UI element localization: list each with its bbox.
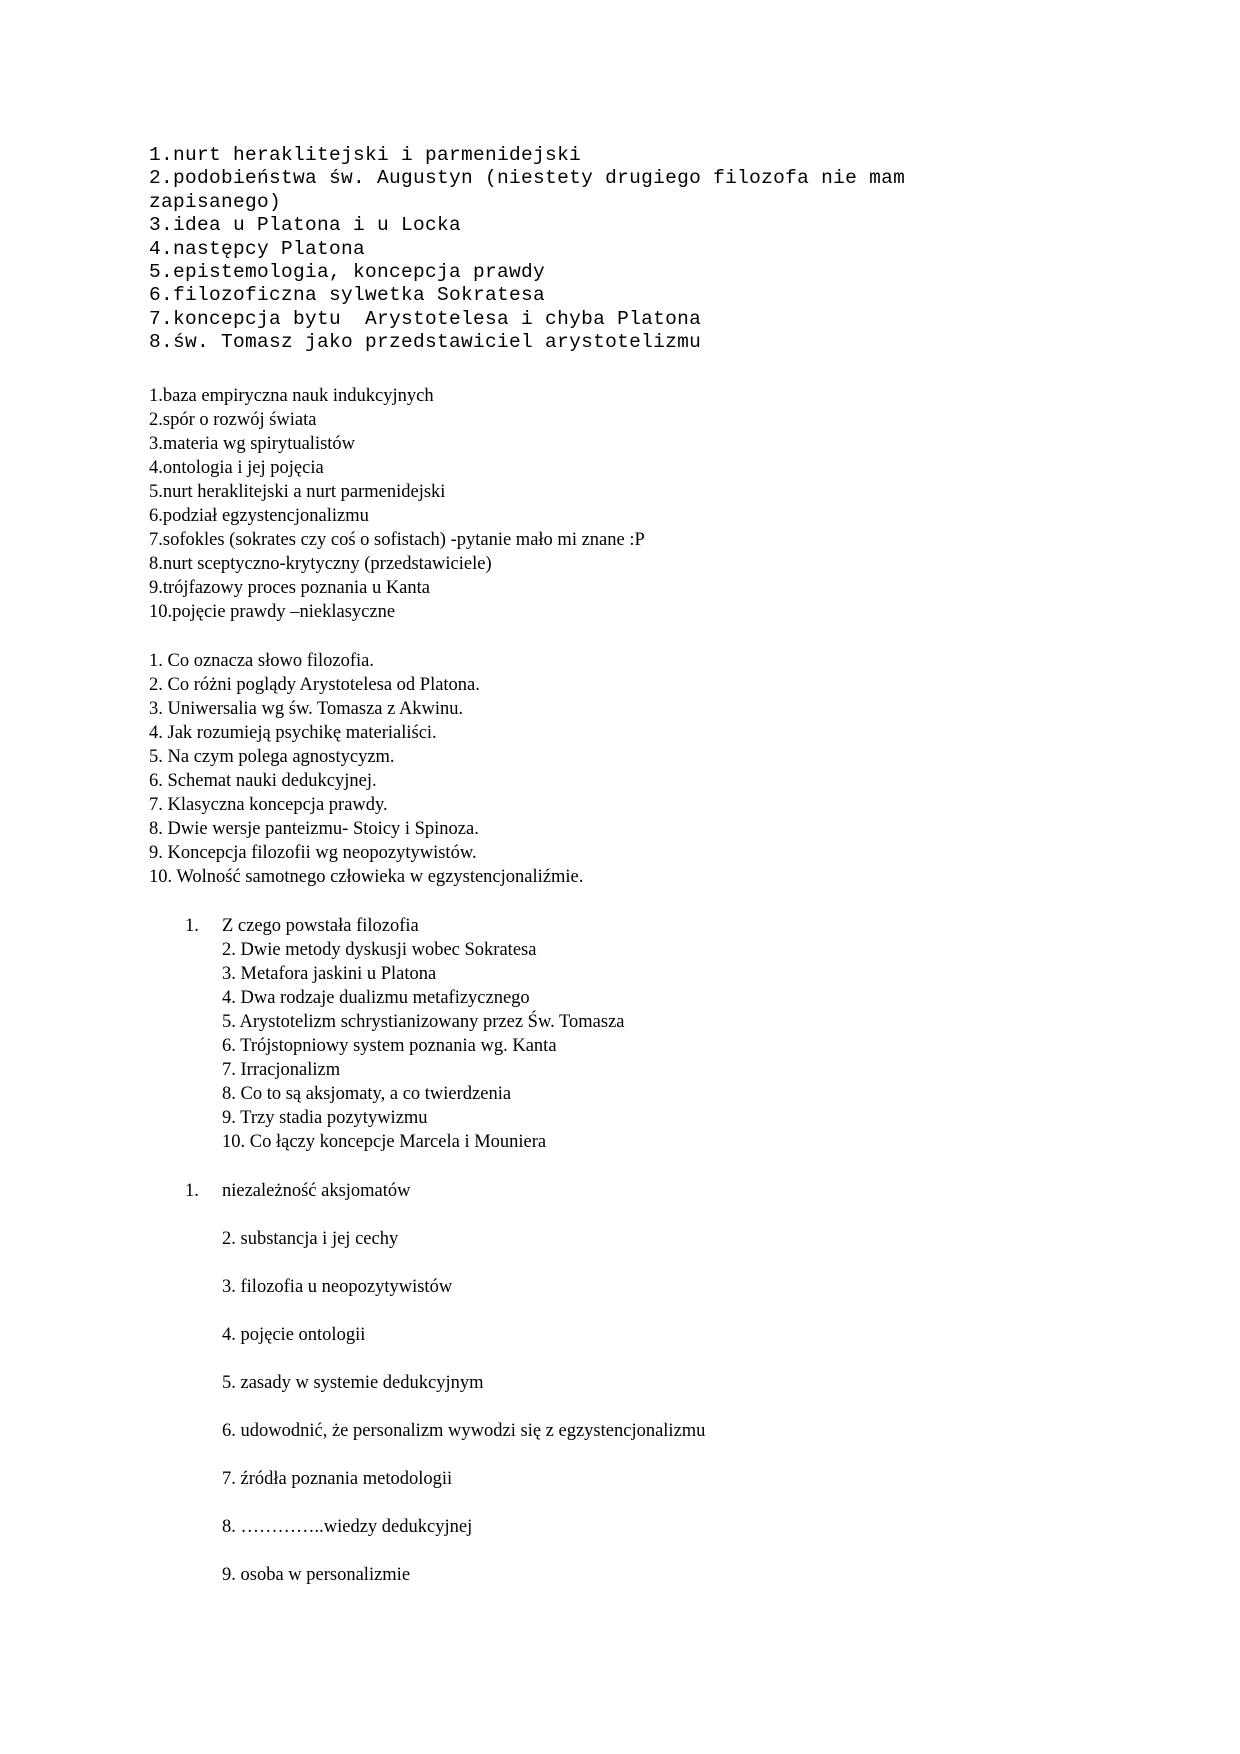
list-item-text: 8. Co to są aksjomaty, a co twierdzenia <box>222 1084 512 1104</box>
question-list-5 <box>0 1179 1240 1611</box>
list-item <box>0 914 1240 938</box>
list-item: 6.filozoficzna sylwetka Sokratesa <box>149 284 546 307</box>
list-item: 6.podział egzystencjonalizmu <box>149 506 369 526</box>
list-item: 6. Schemat nauki dedukcyjnej. <box>149 771 377 791</box>
list-item-number: 1. <box>185 916 199 936</box>
list-item <box>0 1130 1240 1154</box>
list-item-text: 5. Arystotelizm schrystianizowany przez Św. Tomasza <box>222 1012 625 1032</box>
list-item-text: niezależność aksjomatów <box>222 1181 411 1201</box>
list-item: 1.nurt heraklitejski i parmenidejski <box>149 144 582 166</box>
list-item-number: 1. <box>185 1181 199 1201</box>
list-item-text: 2. substancja i jej cechy <box>222 1229 399 1249</box>
list-item <box>0 962 1240 986</box>
list-item-text: 6. udowodnić, że personalizm wywodzi się z egzystencjonalizmu <box>222 1421 706 1441</box>
list-item: 4.następcy Platona <box>149 237 366 260</box>
list-item: 5.epistemologia, koncepcja prawdy <box>149 261 546 284</box>
list-item: 1. Co oznacza słowo filozofia. <box>149 651 375 671</box>
list-item-text: 7. Irracjonalizm <box>222 1060 341 1080</box>
list-item: 3.materia wg spirytualistów <box>149 434 356 454</box>
list-item <box>0 1082 1240 1106</box>
list-item: 7.koncepcja bytu Arystotelesa i chyba Platona <box>149 307 702 330</box>
list-item <box>0 1419 1240 1467</box>
list-item-text: 4. Dwa rodzaje dualizmu metafizycznego <box>222 988 530 1008</box>
list-item <box>0 1323 1240 1371</box>
list-item: 5.nurt heraklitejski a nurt parmenidejski <box>149 482 446 502</box>
list-item <box>0 1179 1240 1227</box>
list-item: 8. Dwie wersje panteizmu- Stoicy i Spinoza. <box>149 819 479 839</box>
list-item <box>0 1467 1240 1515</box>
list-item <box>0 1563 1240 1611</box>
list-item: 2.spór o rozwój świata <box>149 410 317 430</box>
list-item <box>0 1106 1240 1130</box>
list-item: 10.pojęcie prawdy –nieklasyczne <box>149 602 396 622</box>
list-item <box>0 1275 1240 1323</box>
list-item: zapisanego) <box>149 190 282 213</box>
list-item-text: 7. źródła poznania metodologii <box>222 1469 453 1489</box>
list-item: 3.idea u Platona i u Locka <box>149 214 462 237</box>
list-item-text: 8. …………..wiedzy dedukcyjnej <box>222 1517 473 1537</box>
list-item <box>0 1227 1240 1275</box>
list-item: 4.ontologia i jej pojęcia <box>149 458 324 478</box>
list-item: 1.baza empiryczna nauk indukcyjnych <box>149 386 434 406</box>
list-item-text: 3. Metafora jaskini u Platona <box>222 964 437 984</box>
list-item-text: 3. filozofia u neopozytywistów <box>222 1277 453 1297</box>
list-item-text: 4. pojęcie ontologii <box>222 1325 366 1345</box>
list-item: 8.św. Tomasz jako przedstawiciel arystotelizmu <box>149 331 702 354</box>
question-list-1 <box>149 144 1049 355</box>
question-list-3 <box>149 649 1049 889</box>
list-item: 5. Na czym polega agnostycyzm. <box>149 747 395 767</box>
list-item <box>0 986 1240 1010</box>
list-item: 2. Co różni poglądy Arystotelesa od Platona. <box>149 675 480 695</box>
list-item: 9.trójfazowy proces poznania u Kanta <box>149 578 430 598</box>
list-item-text: 9. osoba w personalizmie <box>222 1565 411 1585</box>
list-item: 4. Jak rozumieją psychikę materialiści. <box>149 723 437 743</box>
list-item <box>0 1034 1240 1058</box>
list-item-text: 6. Trójstopniowy system poznania wg. Kanta <box>222 1036 557 1056</box>
list-item-text: 9. Trzy stadia pozytywizmu <box>222 1108 428 1128</box>
question-list-2 <box>149 384 1049 624</box>
list-item: 9. Koncepcja filozofii wg neopozytywistów. <box>149 843 477 863</box>
list-item-text: 5. zasady w systemie dedukcyjnym <box>222 1373 484 1393</box>
list-item <box>0 1010 1240 1034</box>
list-item <box>0 938 1240 962</box>
question-list-4 <box>0 914 1240 1154</box>
list-item-text: Z czego powstała filozofia <box>222 916 419 936</box>
list-item-text: 10. Co łączy koncepcje Marcela i Mouniera <box>222 1132 547 1152</box>
list-item: 7.sofokles (sokrates czy coś o sofistach) -pytanie mało mi znane :P <box>149 530 645 550</box>
list-item: 7. Klasyczna koncepcja prawdy. <box>149 795 388 815</box>
list-item: 3. Uniwersalia wg św. Tomasza z Akwinu. <box>149 699 464 719</box>
list-item <box>0 1515 1240 1563</box>
list-item: 2.podobieństwa św. Augustyn (niestety drugiego filozofa nie mam <box>149 167 906 190</box>
list-item-text: 2. Dwie metody dyskusji wobec Sokratesa <box>222 940 537 960</box>
list-item <box>0 1371 1240 1419</box>
list-item: 10. Wolność samotnego człowieka w egzystencjonaliźmie. <box>149 867 584 887</box>
list-item <box>0 1058 1240 1082</box>
list-item: 8.nurt sceptyczno-krytyczny (przedstawiciele) <box>149 554 492 574</box>
